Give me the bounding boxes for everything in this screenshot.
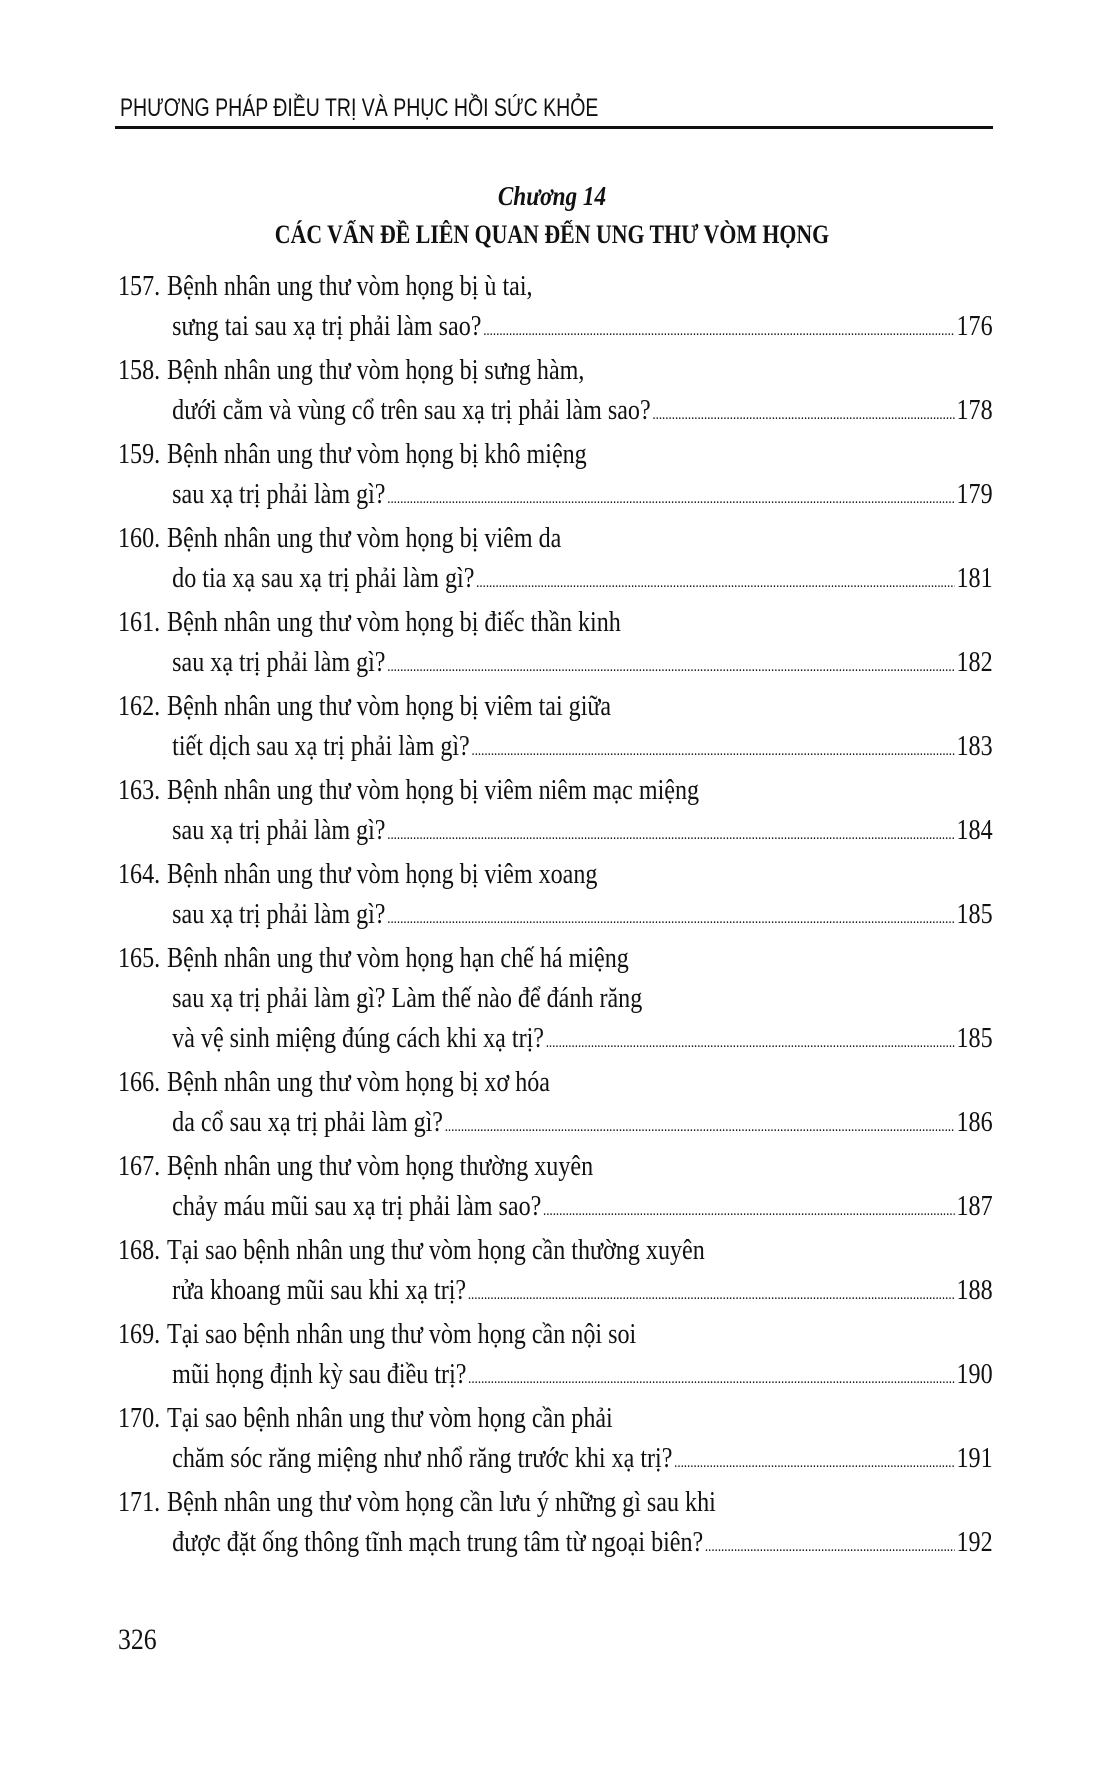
toc-entry-line [118, 1231, 993, 1271]
entry-text: da cổ sau xạ trị phải làm gì? [172, 1107, 443, 1138]
entry-number: 165. [118, 943, 161, 974]
entry-page: 176 [956, 311, 993, 342]
entry-number: 168. [118, 1235, 161, 1266]
toc-entry[interactable] [118, 1483, 993, 1563]
toc-entry-line [118, 855, 993, 895]
toc-entry-line [118, 1399, 993, 1439]
entry-number: 164. [118, 859, 161, 890]
dot-leader [387, 811, 955, 851]
entry-text: sau xạ trị phải làm gì? Làm thế nào để đánh răng [172, 983, 643, 1014]
dot-leader [543, 1187, 955, 1227]
toc-entry[interactable] [118, 939, 993, 1059]
toc-entry[interactable] [118, 267, 993, 347]
toc-entry[interactable] [118, 687, 993, 767]
entry-number: 167. [118, 1151, 161, 1182]
entry-page: 185 [956, 1023, 993, 1054]
toc-entry-line [118, 727, 993, 767]
entry-page: 183 [956, 731, 993, 762]
entry-number: 166. [118, 1067, 161, 1098]
entry-indent [118, 727, 172, 767]
toc-entry-line [118, 519, 993, 559]
toc-entry-line [118, 1315, 993, 1355]
entry-indent [118, 475, 172, 515]
entry-indent [118, 1271, 172, 1311]
table-of-contents [118, 267, 993, 1563]
toc-entry-line [118, 687, 993, 727]
entry-page: 192 [956, 1527, 993, 1558]
entry-text: Bệnh nhân ung thư vòm họng bị sưng hàm, [167, 355, 585, 386]
entry-page: 179 [956, 479, 993, 510]
entry-indent [118, 307, 172, 347]
toc-entry-line [118, 895, 993, 935]
entry-text: sau xạ trị phải làm gì? [172, 899, 386, 930]
entry-text: Bệnh nhân ung thư vòm họng bị viêm niêm mạc miệng [167, 775, 700, 806]
entry-indent [118, 1103, 172, 1143]
toc-entry-line [118, 1147, 993, 1187]
dot-leader [674, 1439, 955, 1479]
toc-entry-line [118, 979, 993, 1019]
entry-text: Bệnh nhân ung thư vòm họng hạn chế há miệng [167, 943, 629, 974]
toc-entry[interactable] [118, 1315, 993, 1395]
toc-entry-line [118, 1523, 993, 1563]
toc-entry[interactable] [118, 1231, 993, 1311]
entry-number: 170. [118, 1403, 161, 1434]
entry-text: Bệnh nhân ung thư vòm họng bị xơ hóa [167, 1067, 550, 1098]
entry-page: 182 [956, 647, 993, 678]
toc-entry-line [118, 267, 993, 307]
dot-leader [705, 1523, 955, 1563]
entry-text: sưng tai sau xạ trị phải làm sao? [172, 311, 482, 342]
entry-indent [118, 1523, 172, 1563]
entry-text: sau xạ trị phải làm gì? [172, 647, 386, 678]
dot-leader [468, 1271, 955, 1311]
dot-leader [652, 391, 954, 431]
dot-leader [445, 1103, 955, 1143]
entry-text: được đặt ống thông tĩnh mạch trung tâm từ ngoại biên? [172, 1527, 704, 1558]
toc-entry-line [118, 475, 993, 515]
entry-text: chăm sóc răng miệng như nhổ răng trước khi xạ trị? [172, 1443, 673, 1474]
entry-text: sau xạ trị phải làm gì? [172, 815, 386, 846]
entry-page: 184 [956, 815, 993, 846]
entry-text: mũi họng định kỳ sau điều trị? [172, 1359, 467, 1390]
toc-entry-line [118, 1187, 993, 1227]
entry-indent [118, 391, 172, 431]
toc-entry-line [118, 391, 993, 431]
toc-entry[interactable] [118, 771, 993, 851]
dot-leader [387, 643, 955, 683]
dot-leader [483, 307, 955, 347]
toc-entry-line [118, 603, 993, 643]
entry-number: 169. [118, 1319, 161, 1350]
dot-leader [471, 727, 954, 767]
entry-indent [118, 643, 172, 683]
toc-entry-line [118, 435, 993, 475]
chapter-label-text: Chương 14 [497, 181, 606, 211]
toc-entry[interactable] [118, 435, 993, 515]
running-head: PHƯƠNG PHÁP ĐIỀU TRỊ VÀ PHỤC HỒI SỨC KHỎE [120, 94, 599, 122]
dot-leader [468, 1355, 955, 1395]
page-number: 326 [118, 1623, 157, 1656]
toc-entry[interactable] [118, 1147, 993, 1227]
entry-indent [118, 1019, 172, 1059]
toc-entry-line [118, 559, 993, 599]
chapter-title-text: CÁC VẤN ĐỀ LIÊN QUAN ĐẾN UNG THƯ VÒM HỌNG [274, 220, 829, 249]
dot-leader [476, 559, 955, 599]
toc-entry-line [118, 1271, 993, 1311]
toc-entry-line [118, 1063, 993, 1103]
toc-entry[interactable] [118, 1063, 993, 1143]
toc-entry-line [118, 643, 993, 683]
toc-entry-line [118, 307, 993, 347]
entry-number: 161. [118, 607, 161, 638]
entry-number: 171. [118, 1487, 161, 1518]
entry-number: 158. [118, 355, 161, 386]
entry-text: Bệnh nhân ung thư vòm họng bị viêm tai giữa [167, 691, 612, 722]
dot-leader [387, 895, 955, 935]
entry-text: do tia xạ sau xạ trị phải làm gì? [172, 563, 475, 594]
toc-entry-line [118, 1019, 993, 1059]
toc-entry-line [118, 771, 993, 811]
dot-leader [546, 1019, 955, 1059]
toc-entry[interactable] [118, 855, 993, 935]
dot-leader [387, 475, 955, 515]
entry-number: 163. [118, 775, 161, 806]
entry-number: 159. [118, 439, 161, 470]
entry-number: 160. [118, 523, 161, 554]
entry-page: 187 [956, 1191, 993, 1222]
entry-text: Bệnh nhân ung thư vòm họng bị ù tai, [167, 271, 533, 302]
toc-entry-line [118, 1103, 993, 1143]
entry-text: Bệnh nhân ung thư vòm họng bị điếc thần kinh [167, 607, 621, 638]
toc-entry-line [118, 1439, 993, 1479]
entry-indent [118, 559, 172, 599]
entry-number: 157. [118, 271, 161, 302]
entry-page: 188 [956, 1275, 993, 1306]
entry-indent [118, 1187, 172, 1227]
entry-text: dưới cằm và vùng cổ trên sau xạ trị phải làm sao? [172, 395, 651, 426]
entry-indent [118, 811, 172, 851]
toc-entry-line [118, 1355, 993, 1395]
entry-indent [118, 1355, 172, 1395]
entry-text: Bệnh nhân ung thư vòm họng bị viêm da [167, 523, 562, 554]
entry-text: Tại sao bệnh nhân ung thư vòm họng cần nội soi [167, 1319, 637, 1350]
entry-indent [118, 1439, 172, 1479]
entry-text: Tại sao bệnh nhân ung thư vòm họng cần thường xuyên [167, 1235, 705, 1266]
entry-text: chảy máu mũi sau xạ trị phải làm sao? [172, 1191, 542, 1222]
toc-entry[interactable] [118, 519, 993, 599]
entry-page: 185 [956, 899, 993, 930]
entry-text: Bệnh nhân ung thư vòm họng bị viêm xoang [167, 859, 598, 890]
entry-page: 178 [956, 395, 993, 426]
entry-page: 181 [956, 563, 993, 594]
entry-indent [118, 895, 172, 935]
entry-page: 191 [956, 1443, 993, 1474]
toc-entry-line [118, 939, 993, 979]
toc-entry[interactable] [118, 351, 993, 431]
toc-entry-line [118, 1483, 993, 1523]
toc-entry-line [118, 811, 993, 851]
entry-text: Bệnh nhân ung thư vòm họng thường xuyên [167, 1151, 594, 1182]
chapter-label [0, 181, 1103, 212]
entry-text: sau xạ trị phải làm gì? [172, 479, 386, 510]
header-rule [115, 126, 993, 129]
entry-text: tiết dịch sau xạ trị phải làm gì? [172, 731, 470, 762]
entry-text: Tại sao bệnh nhân ung thư vòm họng cần phải [167, 1403, 613, 1434]
entry-number: 162. [118, 691, 161, 722]
entry-text: Bệnh nhân ung thư vòm họng cần lưu ý những gì sau khi [167, 1487, 716, 1518]
entry-indent [118, 979, 172, 1019]
toc-entry-line [118, 351, 993, 391]
toc-entry[interactable] [118, 603, 993, 683]
entry-text: Bệnh nhân ung thư vòm họng bị khô miệng [167, 439, 587, 470]
chapter-title [0, 220, 1103, 250]
toc-entry[interactable] [118, 1399, 993, 1479]
entry-text: và vệ sinh miệng đúng cách khi xạ trị? [172, 1023, 544, 1054]
entry-page: 186 [956, 1107, 993, 1138]
entry-text: rửa khoang mũi sau khi xạ trị? [172, 1275, 467, 1306]
entry-page: 190 [956, 1359, 993, 1390]
